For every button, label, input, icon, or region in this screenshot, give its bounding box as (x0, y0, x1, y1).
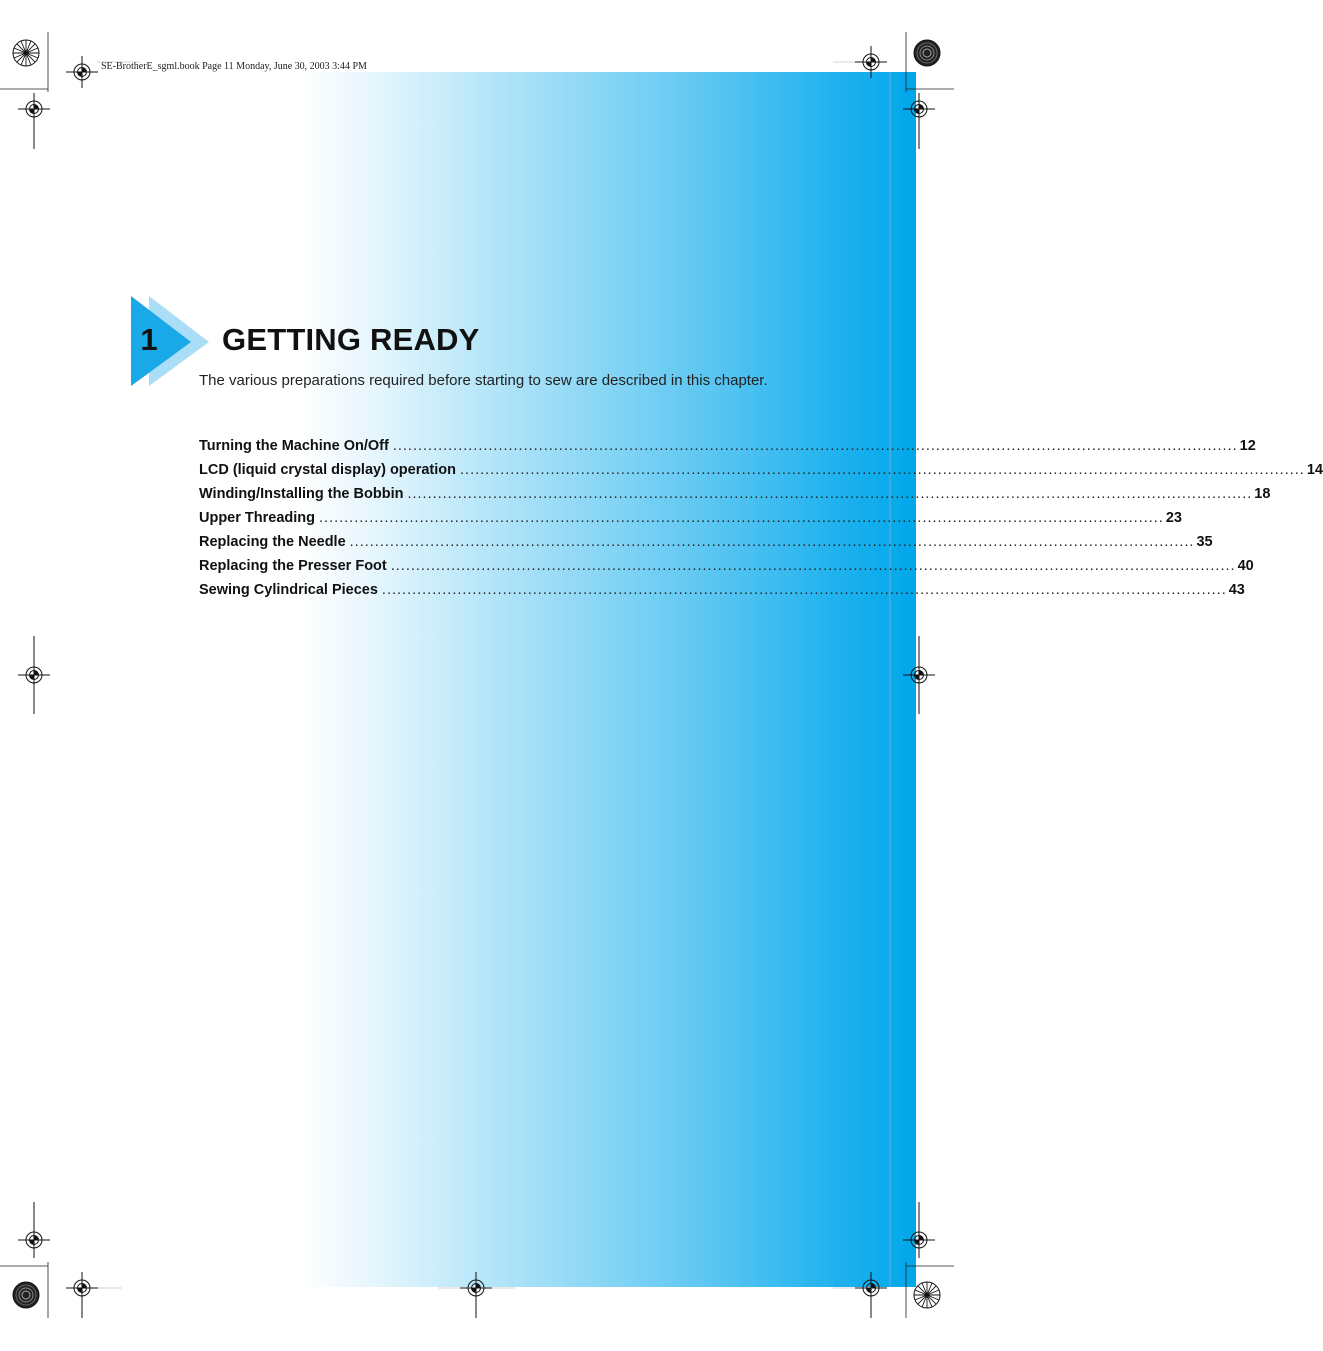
toc-entry[interactable] (199, 558, 1254, 582)
toc-entry-title: Replacing the Presser Foot (199, 558, 387, 574)
toc-entry-title: Winding/Installing the Bobbin (199, 486, 404, 502)
toc-entry[interactable] (199, 582, 1245, 606)
chapter-number: 1 (140, 322, 158, 357)
toc-entry-title: Sewing Cylindrical Pieces (199, 582, 378, 598)
toc-entry[interactable] (199, 510, 1182, 534)
toc-entry-title: Turning the Machine On/Off (199, 438, 389, 454)
toc-leader-dots: ........................................................................................................................................................................ (392, 438, 1238, 454)
registration-mark-icon (903, 636, 935, 714)
toc-entry-page: 23 (1165, 510, 1182, 526)
toc-leader-dots: ........................................................................................................................................................................ (349, 534, 1195, 550)
toc-leader-dots: ........................................................................................................................................................................ (407, 486, 1253, 502)
registration-mark-icon (903, 93, 935, 149)
chapter-intro: The various preparations required before starting to sew are described in this chapter. (199, 372, 768, 389)
registration-mark-icon (903, 1202, 935, 1258)
toc-entry-page: 14 (1306, 462, 1323, 478)
toc-entry[interactable] (199, 438, 1256, 462)
color-wheel-icon (11, 1280, 41, 1310)
registration-mark-icon (66, 56, 98, 88)
chapter-title: GETTING READY (222, 322, 480, 357)
color-wheel-icon (11, 38, 41, 68)
table-of-contents (199, 438, 1323, 606)
toc-leader-dots: ........................................................................................................................................................................ (460, 462, 1305, 478)
print-header: SE-BrotherE_sgml.book Page 11 Monday, June 30, 2003 3:44 PM (101, 61, 367, 72)
toc-entry[interactable] (199, 462, 1323, 486)
toc-leader-dots: ........................................................................................................................................................................ (319, 510, 1164, 526)
toc-leader-dots: ........................................................................................................................................................................ (390, 558, 1236, 574)
registration-mark-icon (855, 1272, 887, 1318)
registration-mark-icon (18, 1202, 50, 1258)
registration-mark-icon (460, 1272, 492, 1318)
toc-entry-page: 43 (1228, 582, 1245, 598)
toc-leader-dots: ........................................................................................................................................................................ (381, 582, 1227, 598)
toc-entry-page: 35 (1196, 534, 1213, 550)
toc-entry-title: LCD (liquid crystal display) operation (199, 462, 457, 478)
toc-entry[interactable] (199, 534, 1213, 558)
registration-mark-icon (18, 93, 50, 149)
color-wheel-icon (912, 38, 942, 68)
registration-mark-icon (18, 636, 50, 714)
registration-mark-icon (855, 46, 887, 78)
color-wheel-icon (912, 1280, 942, 1310)
registration-mark-icon (66, 1272, 98, 1318)
toc-entry-title: Upper Threading (199, 510, 316, 526)
toc-entry-page: 18 (1254, 486, 1271, 502)
toc-entry[interactable] (199, 486, 1271, 510)
toc-entry-page: 40 (1237, 558, 1254, 574)
toc-entry-title: Replacing the Needle (199, 534, 346, 550)
toc-entry-page: 12 (1239, 438, 1256, 454)
